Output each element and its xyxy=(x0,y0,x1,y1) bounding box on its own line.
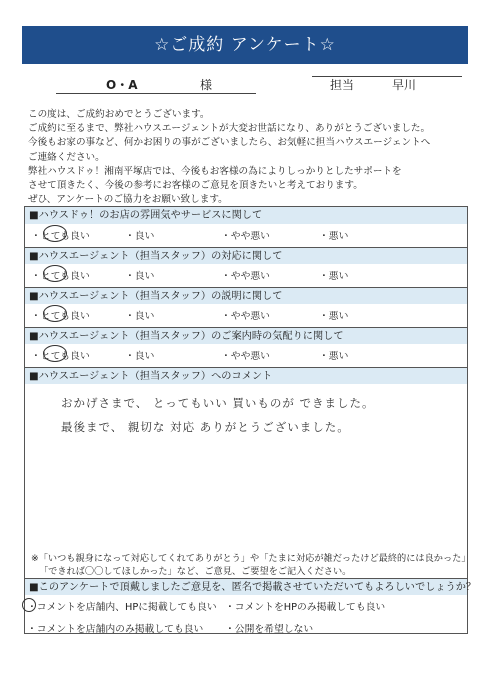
option-good[interactable]: ・良い xyxy=(125,231,155,242)
page-title: ☆ご成約 アンケート☆ xyxy=(22,26,468,64)
option-somewhat-bad[interactable]: ・やや悪い xyxy=(221,351,270,362)
option-very-good[interactable]: ・とても良い xyxy=(31,231,90,242)
question-3-options xyxy=(25,304,467,326)
handwritten-comment-line: おかげさまで、 とってもいい 買いものが できました。 xyxy=(61,396,375,410)
option-good[interactable]: ・良い xyxy=(125,271,155,282)
comment-note: ※「いつも親身になって対応してくれてありがとう」や「たまに対応が雑だったけど最終的には良かった」 xyxy=(31,553,471,564)
option-good[interactable]: ・良い xyxy=(125,311,155,322)
question-2-options xyxy=(25,264,467,286)
question-1-heading: ■ハウスドゥ！のお店の雰囲気やサービスに関して xyxy=(25,207,467,224)
comment-note: 「できれば〇〇してほしかった」など、ご意見、ご要望をご記入ください。 xyxy=(39,566,352,577)
option-bad[interactable]: ・悪い xyxy=(319,351,349,362)
option-store-and-hp[interactable]: ・コメントを店舗内、HPに掲載しても良い xyxy=(27,602,217,613)
staff-field xyxy=(312,76,462,92)
customer-name: O・A xyxy=(56,76,256,94)
option-somewhat-bad[interactable]: ・やや悪い xyxy=(221,311,270,322)
option-no-publish[interactable]: ・公開を希望しない xyxy=(225,624,314,635)
option-very-good[interactable]: ・とても良い xyxy=(31,351,90,362)
intro-line: 弊社ハウスドゥ！湘南平塚店では、今後もお客様の為によりしっかりとしたサポートを xyxy=(28,165,402,177)
option-hp-only[interactable]: ・コメントをHPのみ掲載しても良い xyxy=(225,602,386,613)
option-somewhat-bad[interactable]: ・やや悪い xyxy=(221,231,270,242)
staff-name: 早川 xyxy=(392,78,417,92)
option-store-only[interactable]: ・コメントを店舗内のみ掲載しても良い xyxy=(27,624,204,635)
handwritten-comment-line: 最後まで、 親切な 対応 ありがとうございました。 xyxy=(61,420,350,434)
intro-line: ぜひ、アンケートのご協力をお願い致します。 xyxy=(28,194,228,206)
question-4-heading: ■ハウスエージェント（担当スタッフ）のご案内時の気配りに関して xyxy=(25,327,467,344)
comment-heading: ■ハウスエージェント（担当スタッフ）へのコメント xyxy=(25,367,467,384)
intro-line: させて頂きたく、今後の参考にお客様のご意見を頂きたいと考えております。 xyxy=(28,180,363,192)
customer-row xyxy=(22,74,468,96)
option-bad[interactable]: ・悪い xyxy=(319,231,349,242)
survey-sheet xyxy=(22,26,477,676)
option-very-good[interactable]: ・とても良い xyxy=(31,311,90,322)
honorific: 様 xyxy=(200,78,213,92)
option-somewhat-bad[interactable]: ・やや悪い xyxy=(221,271,270,282)
option-very-good[interactable]: ・とても良い xyxy=(31,271,90,282)
option-bad[interactable]: ・悪い xyxy=(319,271,349,282)
intro-line: 今後もお家の事など、何かお困りの事がございましたら、お気軽に担当ハウスエージェントへ xyxy=(28,137,431,149)
option-good[interactable]: ・良い xyxy=(125,351,155,362)
intro-text xyxy=(28,108,468,207)
option-bad[interactable]: ・悪い xyxy=(319,311,349,322)
question-2-heading: ■ハウスエージェント（担当スタッフ）の対応に関して xyxy=(25,247,467,264)
question-1-options xyxy=(25,224,467,246)
intro-line: ご成約に至るまで、弊社ハウスエージェントが大変お世話になり、ありがとうございました。 xyxy=(28,123,431,135)
staff-label: 担当 xyxy=(330,78,355,92)
permission-heading: ■このアンケートで頂戴しましたご意見を、匿名で掲載させていただいてもよろしいでしょうか？ xyxy=(25,578,467,595)
intro-line: この度は、ご成約おめでとうございます。 xyxy=(28,109,210,120)
question-3-heading: ■ハウスエージェント（担当スタッフ）の説明に関して xyxy=(25,287,467,304)
permission-options xyxy=(25,595,467,633)
question-4-options xyxy=(25,344,467,366)
questionnaire-frame xyxy=(24,206,477,635)
intro-line: ご連絡ください。 xyxy=(28,151,105,163)
